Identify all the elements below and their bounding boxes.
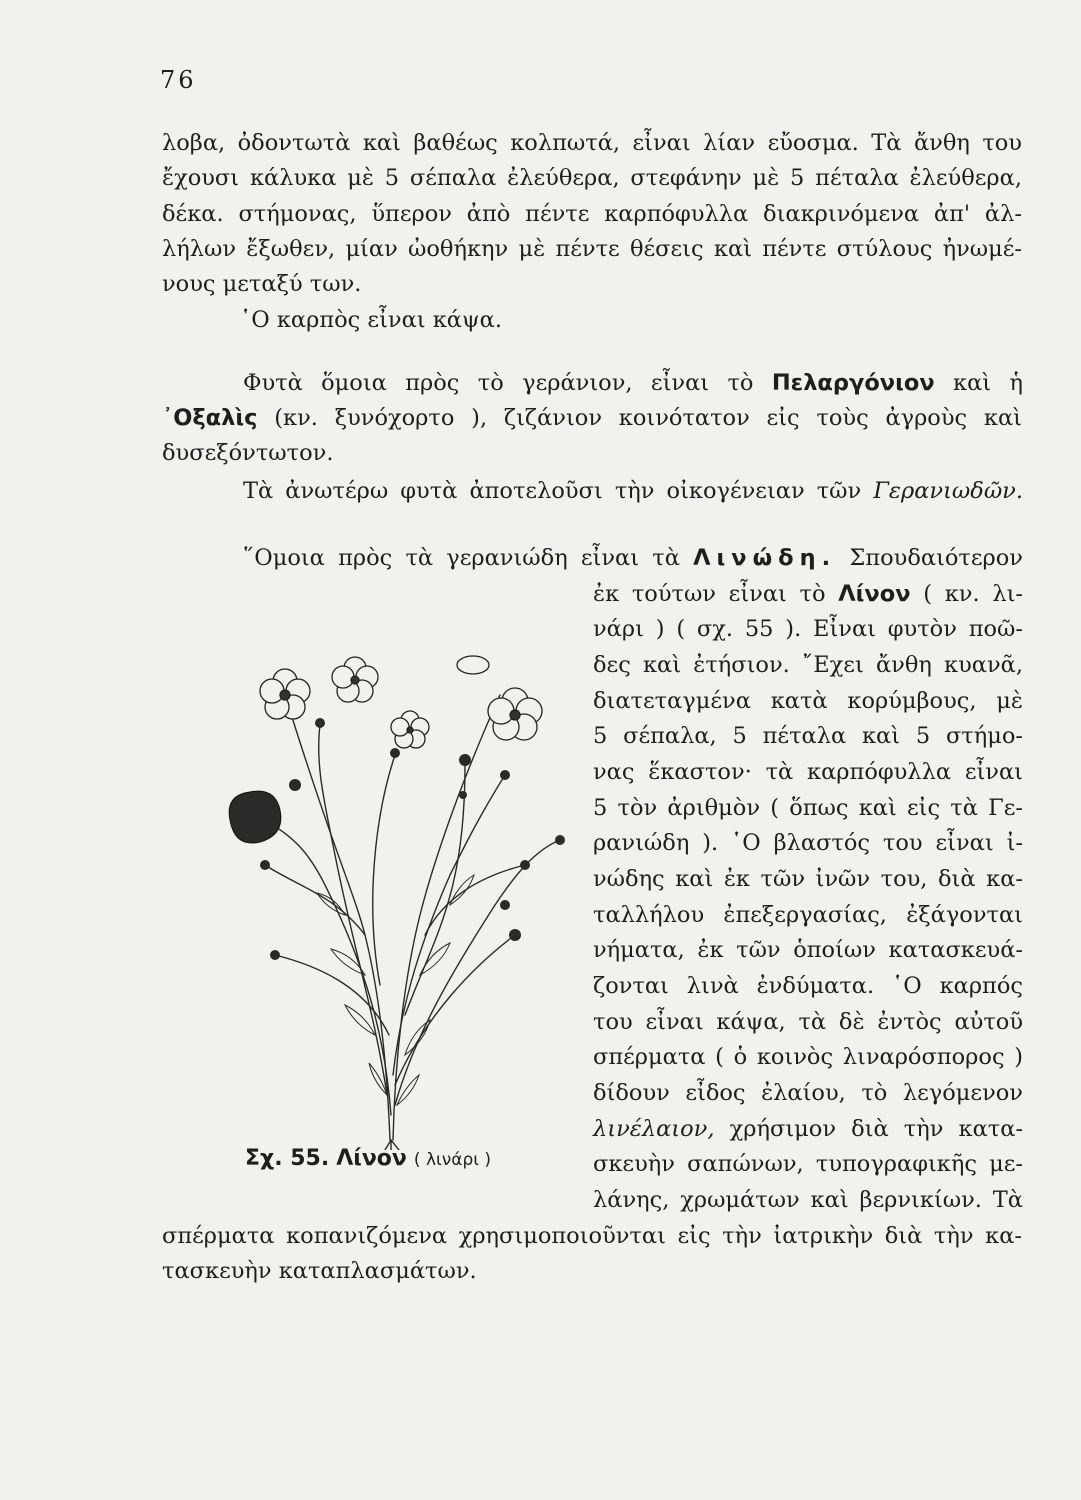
text-line: Φυτὰ ὅμοια πρὸς τὸ γεράνιον, εἶναι τὸ Πελαργόνιον καὶ ἡ <box>243 370 1023 396</box>
text-line: διατεταγμένα κατὰ κορύμβους, μὲ <box>593 688 1023 714</box>
text-line: ρανιώδη ). ῾Ο βλαστός του εἶναι ἰ- <box>593 830 1023 856</box>
caption-name: Λίνον <box>336 1146 407 1171</box>
text-line: τασκευὴν καταπλασμάτων. <box>162 1258 477 1284</box>
text-line: δυσεξόντωτον. <box>162 440 334 466</box>
text-line: ἐκ τούτων εἶναι τὸ Λίνον ( κν. λι- <box>593 581 1023 607</box>
term-geraniaceae: Γερανιωδῶν. <box>873 478 1023 504</box>
figure-caption <box>245 1146 491 1171</box>
text-line: δέκα. στήμονας, ὕπερον ἀπὸ πέντε καρπόφυλλα διακρινόμενα ἀπ' ἀλ- <box>162 201 1022 227</box>
text-line: ζονται λινὰ ἐνδύματα. ῾Ο καρπός <box>593 973 1023 999</box>
flax-plant-illustration <box>215 635 590 1150</box>
text-line: σκευὴν σαπώνων, τυπογραφικῆς με- <box>593 1151 1023 1177</box>
text-line: νώδης καὶ ἐκ τῶν ἰνῶν του, διὰ κα- <box>593 866 1023 892</box>
term-linseed-oil: λινέλαιον, <box>593 1116 715 1142</box>
text-line: λινέλαιον, χρήσιμον διὰ τὴν κατα- <box>593 1116 1024 1142</box>
caption-label: Σχ. 55. <box>245 1146 330 1171</box>
flower-group <box>260 656 542 748</box>
text-line: ῞Ομοια πρὸς τὰ γερανιώδη εἶναι τὰ Λινώδη. Σπουδαιότερον <box>243 545 1023 571</box>
text-line: δες καὶ ἐτήσιον. ῎Εχει ἄνθη κυανᾶ, <box>593 652 1023 678</box>
text-line: λάνης, χρωμάτων καὶ βερνικίων. Τὰ <box>593 1187 1023 1213</box>
text-line: ἔχουσι κάλυκα μὲ 5 σέπαλα ἐλεύθερα, στεφάνην μὲ 5 πέταλα ἐλεύθερα, <box>162 165 1022 191</box>
text-line: 5 τὸν ἀριθμὸν ( ὅπως καὶ εἰς τὰ Γε- <box>593 795 1023 821</box>
term-linaceae: Λινώδη. <box>693 545 837 571</box>
term-linon: Λίνον <box>838 581 911 607</box>
text-line: δίδουν εἶδος ἐλαίου, τὸ λεγόμενον <box>593 1080 1023 1106</box>
text-line: ᾿Οξαλὶς (κν. ξυνόχορτο ), ζιζάνιον κοινότατον εἰς τοὺς ἀγροὺς καὶ <box>162 405 1022 431</box>
term-oxalis: ᾿Οξαλὶς <box>162 405 258 431</box>
text-line: σπέρματα κοπανιζόμενα χρησιμοποιοῦνται εἰς τὴν ἰατρικὴν διὰ τὴν κα- <box>162 1223 1022 1249</box>
text-line: ῾Ο καρπὸς εἶναι κάψα. <box>240 307 502 333</box>
text-line: νήματα, ἐκ τῶν ὁποίων κατασκευά- <box>593 937 1023 963</box>
page-number: 76 <box>160 66 197 94</box>
text-line: 5 σέπαλα, 5 πέταλα καὶ 5 στήμο- <box>593 723 1023 749</box>
term-pelargonium: Πελαργόνιον <box>771 370 935 396</box>
text-line: νας ἕκαστον· τὰ καρπόφυλλα εἶναι <box>593 759 1023 785</box>
text-line: του εἶναι κάψα, τὰ δὲ ἐντὸς αὐτοῦ <box>593 1009 1023 1035</box>
text-line: Τὰ ἀνωτέρω φυτὰ ἀποτελοῦσι τὴν οἰκογένειαν τῶν Γερανιωδῶν. <box>243 478 1023 504</box>
dark-flower <box>229 791 281 843</box>
text-line: λοβα, ὀδοντωτὰ καὶ βαθέως κολπωτά, εἶναι λίαν εὔοσμα. Τὰ ἄνθη του <box>162 130 1022 156</box>
caption-note: ( λινάρι ) <box>413 1150 492 1170</box>
text-line: νους μεταξύ των. <box>162 271 362 297</box>
text-line: σπέρματα ( ὁ κοινὸς λιναρόσπορος ) <box>593 1044 1023 1070</box>
text-line: νάρι ) ( σχ. 55 ). Εἶναι φυτὸν ποῶ- <box>593 616 1023 642</box>
text-line: λήλων ἔξωθεν, μίαν ὠοθήκην μὲ πέντε θέσεις καὶ πέντε στύλους ἠνωμέ- <box>162 236 1022 262</box>
text-line: ταλλήλου ἐπεξεργασίας, ἐξάγονται <box>593 902 1023 928</box>
